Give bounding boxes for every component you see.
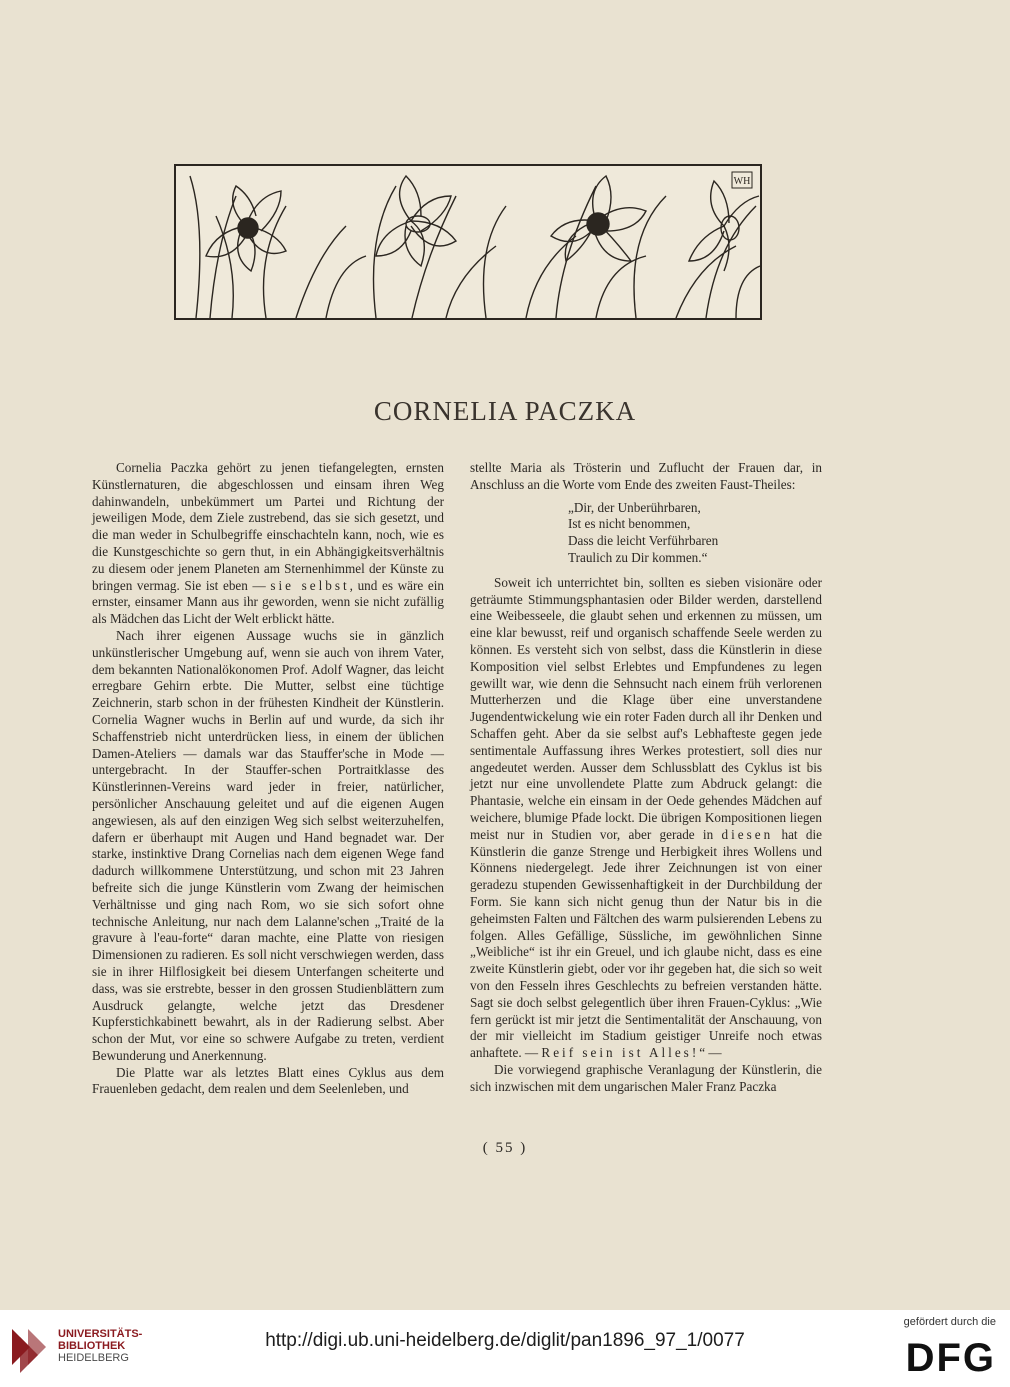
funded-by-label: gefördert durch die [903,1316,996,1328]
paragraph: Die vorwiegend graphische Veranlagung der Künstlerin, die sich inzwischen mit dem ungarischen Maler Franz Paczka [470,1061,822,1094]
digitization-footer [0,1310,1010,1387]
spaced-emphasis: sie selbst [270,577,350,593]
article-title: CORNELIA PACZKA [373,396,637,426]
library-name[interactable]: UNIVERSITÄTS- BIBLIOTHEK HEIDELBERG [58,1328,143,1364]
page-number: ( 55 ) [482,1140,528,1156]
right-column [470,460,822,1095]
paragraph: Nach ihrer eigenen Aussage wuchs sie in gänzlich unkünstlerischer Umgebung auf, wenn sie auch von ihrem Vater, dem bekannten Nationalökonomen Prof. Adolf Wagner, das leicht erregbare Gehirn erbte. Die Mutter, selbst eine tüchtige Zeichnerin, starb schon in der frühesten Kindheit der Künstlerin. Cornelia Wagner wuchs in Berlin auf und wurde, da sich ihr Schaffenstrieb nicht unterdrücken liess, in einem der üblichen Damen-Ateliers — damals war das Stauffer'sche in Mode — untergebracht. In der Stauffer-schen Portraitklasse des Künstlerinnen-Vereins ward jeder in freier, natürlicher, persönlicher Anschauung geleitet und auf die eigenen Augen angewiesen, als auf den einzigen Weg sich selbst weiterzuhelfen, dafern er überhaupt mit Augen und Hand begnadet war. Der starke, instinktive Drang Cornelias nach dem eigenen Wege fand dadurch willkommene Unterstützung, und schon mit 23 Jahren befreite sich die junge Künstlerin vom Zwang der heimischen Verhältnisse und ging nach Rom, wo sie sich sofort ohne technische Anleitung, nur nach dem Lalanne'schen „Traité de la gravure à l'eau-forte“ daran machte, eine Platte von riesigen Dimensionen zu radieren. Es soll nicht verschwiegen werden, dass sie in ihrer Hilflosigkeit bei diesem Unterfangen scheiterte und dass, was sie erstrebte, besser in den grossen Studienblättern zum Ausdruck gelangte, welche jetzt das Dresdener Kupferstichkabinett bewahrt, als in der Radierung selbst. Aber schon der Mut, vor eine so schwere Aufgabe zu treten, verdient Bewunderung und Anerkennung. [92,627,444,1063]
banner-monogram: WH [733,176,751,187]
daffodil-banner-illustration [174,164,762,320]
paragraph: stellte Maria als Trösterin und Zuflucht der Frauen dar, in Anschluss an die Worte vom Ende des zweiten Faust-Theiles: [470,460,822,492]
spaced-emphasis: diesen [721,826,774,842]
paragraph: Cornelia Paczka gehört zu jenen tiefangelegten, ernsten Künstlernaturen, die abgeschlossen und einsam ihren Weg dahinwandeln, unbekümmert um Partei und Richtung der jeweiligen Mode, dem Ziele zustrebend, das sie sich gesetzt, und die man weder in Schulbegriffe einschachteln kann, noch, wie es die Kunstgeschichte so gern thut, in ein Abhängigkeitsverhältnis zu diesem oder jenem Planeten am Sternenhimmel der Künste zu bringen vermag. Sie ist eben — sie selbst, und es wäre ein ernster, einsamer Mann aus ihr geworden, wenn sie nicht zufällig als Mädchen das Licht der Welt erblickt hätte. [92,460,444,627]
faust-quote [568,500,822,567]
poem-line: Ist es nicht benommen, [568,516,691,532]
left-column [92,460,444,1098]
daffodil-drawing [176,166,760,318]
poem-line: Dass die leicht Verführbaren [568,533,719,549]
dfg-logo[interactable]: DFG [905,1336,996,1380]
poem-line: „Dir, der Unberührbaren, [568,499,701,515]
page-url-link[interactable]: http://digi.ub.uni-heidelberg.de/diglit/pan1896_97_1/0077 [265,1330,745,1351]
spaced-emphasis: Reif sein ist Alles! [541,1045,700,1061]
paragraph: Die Platte war als letztes Blatt eines Cyklus aus dem Frauenleben gedacht, dem realen und dem Seelenleben, und [92,1064,444,1097]
poem-line: Traulich zu Dir kommen.“ [568,549,708,565]
paragraph: Soweit ich unterrichtet bin, sollten es sieben visionäre oder geträumte Stimmungsphantasien oder Bilder werden, darstellend eine Weibesseele, die glaubt sehen und erkennen zu müssen, um eine klar bewusst, reif und organisch schaffende Seele werden zu können. Es versteht sich von selbst, dass die Künstlerin in diese Komposition viel selbst Erlebtes und Empfundenes zu legen gewillt war, wie denn die Sehnsucht nach einem früh verlorenen Mutterherzen und die Klage über eine unverstandene Jugendentwickelung wie ein roter Faden durch all ihr Denken und Schaffen geht. Aber da sie selbst auf's Lebhafteste gegen jede sentimentale Auffassung ihres Werkes protestiert, soll dies nur angedeutet werden. Ausser dem Schlussblatt des Cyklus ist bis jetzt nur eine unvollendete Platte zum Abdruck gelangt: die Phantasie, welche ein einsam in der Oede gehendes Mädchen auf weichere, blumige Pfade lockt. Die übrigen Kompositionen liegen meist nur in Studien vor, aber gerade in diesen hat die Künstlerin die ganze Strenge und Herbigkeit ihres Wollens und Könnens niedergelegt. Jede ihrer Zeichnungen ist von einer geradezu stupenden Gewissenhaftigkeit in der Durchbildung der Form. Sie kann sich nicht genug thun der Natur bis in die geheimsten Falten und Fältchen des warm pulsierenden Lebens zu folgen. Alles Gefällige, Süssliche, im gewöhnlichen Sinne „Weibliche“ ist ihr ein Greuel, und ich glaube nicht, dass es eine zweite Künstlerin giebt, oder vor ihr gegeben hat, die sich so weit von den Fesseln ihres Geschlechts zu befreien verstanden hätte. Sagt sie doch selbst gelegentlich über ihren Frauen-Cyklus: „Wie fern gerückt ist mir jetzt die Sentimentalität der Anschauung, von der mir vielleicht im Stadium geistiger Unreife noch etwas anhaftete. — Reif sein ist Alles!“ — [470,574,822,1061]
